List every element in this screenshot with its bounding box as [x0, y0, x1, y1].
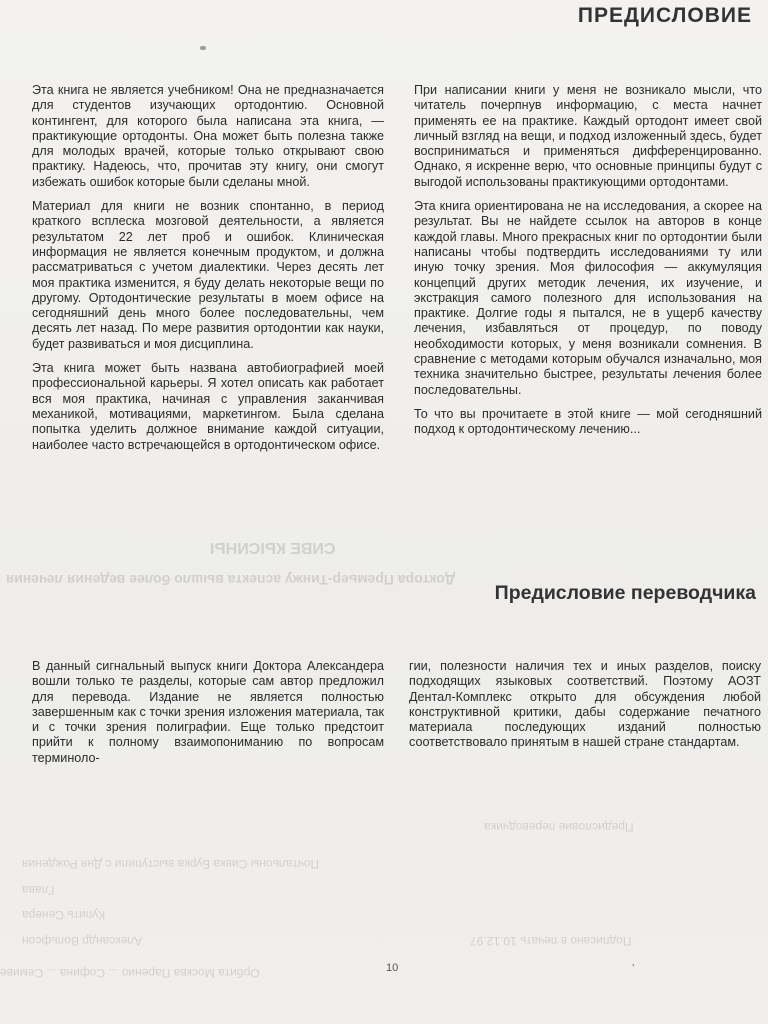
preface-paragraph: То что вы прочитаете в этой книге — мой сегодняшний подход к ортодонтическому лечению...: [414, 406, 762, 437]
bleed-through-line: Купить Сенера: [22, 908, 106, 922]
bleed-through-subtitle: Доктора Премьер-Тинжу аспекта вышло более ведения лечения: [6, 572, 456, 588]
translator-left-column: [32, 659, 384, 775]
preface-heading: ПРЕДИСЛОВИЕ: [577, 4, 752, 27]
preface-paragraph: Эта книга не является учебником! Она не предназначается для студентов изучающих ортодонтию. Основной контингент, для которого была написана эта книга, — практикующие ортодонты. Она может быть полезна также для молодых врачей, которые только открывают свою практику. Надеюсь, что, прочитав эту книгу, они смогут избежать ошибок которые были сделаны мной.: [32, 83, 384, 189]
translator-paragraph: В данный сигнальный выпуск книги Доктора Александера вошли только те разделы, которые сам автор предложил для перевода. Издание не является полностью завершенным как с точки зрения изложения материала, так и с точки зрения полиграфии. Еще только предстоит прийти к полному взаимопониманию по вопросам терминоло-: [32, 659, 384, 765]
bleed-through-line: Подписано в печать 10.12.97: [470, 934, 632, 948]
page-number: 10: [386, 962, 399, 974]
translator-paragraph: гии, полезности наличия тех и иных разделов, поиску подходящих языковых соответствий. Поэтому АОЗТ Дентал-Комплекс открыто для обсуждения любой конструктивной критики, дабы содержание печатного материала последующих изданий полностью соответствовало принятым в нашей стране стандартам.: [409, 659, 761, 750]
translator-right-column: [409, 659, 761, 760]
bleed-through-line: Глава: [22, 883, 55, 897]
scan-mark: ʼ: [632, 963, 635, 975]
preface-left-column: [32, 83, 384, 462]
scan-speck: [200, 46, 206, 50]
preface-paragraph: При написании книги у меня не возникало мысли, что читатель почерпнув информацию, с места начнет применять ее на практике. Каждый ортодонт имеет свой личный взгляд на вещи, и подход изложенный здесь, будет восприниматься и применяться дифференцированно. Однако, я искренне верю, что основные принципы будут с выгодой использованы практикующими ортодонтами.: [414, 83, 762, 189]
preface-paragraph: Эта книга может быть названа автобиографией моей профессиональной карьеры. Я хотел описать как работает вся моя практика, начиная с управления заканчивая механикой, мотивациями, маркетингом. Была сделана попытка уделить должное внимание каждой ситуации, наиболее часто встречающейся в ортодонтическом офисе.: [32, 361, 384, 452]
bleed-through-line: Почтальоны Сивка Бурка выступили с Дня Рождения: [22, 857, 320, 871]
preface-paragraph: Эта книга ориентирована не на исследования, а скорее на результат. Вы не найдете ссылок на авторов в конце каждой главы. Много прекрасных книг по ортодонтии были написаны чтобы подтвердить исследованиями ту или иную точку зрения. Моя философия — аккумуляция концепций других методик лечения, их изучение, и экстракция самого полезного для использования на практике. Долгие годы я пытался, не в ущерб качеству лечения, избавляться от процедур, по поводу необходимости которых, у меня возникали сомнения. В сравнение с методами которым обучался изначально, моя техника значительно быстрее, результаты лечения более последовательны.: [414, 199, 762, 397]
bleed-through-line: Орбита Москва Паренио ... Софина ... Семиве: [0, 966, 260, 980]
preface-right-column: [414, 83, 762, 447]
bleed-through-line: Предисловие переводчика: [484, 820, 634, 834]
bleed-through-title: СИВЕ КЫСИНЫ: [210, 539, 336, 556]
preface-paragraph: Материал для книги не возник спонтанно, в период краткого всплеска мозговой деятельности, а является результатом 22 лет проб и ошибок. Клиническая информация не является конечным продуктом, и должна рассматриваться с учетом диалектики. Через десять лет моя практика изменится, я буду делать некоторые вещи по другому. Ортодонтические результаты в моем офисе на сегодняшний день много более последовательны, чем десять лет назад. По мере развития ортодонтии как науки, будет развиваться и моя дисциплина.: [32, 199, 384, 351]
bleed-through-line: Александр Вольфсон: [22, 934, 143, 948]
translator-preface-heading: Предисловие переводчика: [494, 582, 756, 604]
